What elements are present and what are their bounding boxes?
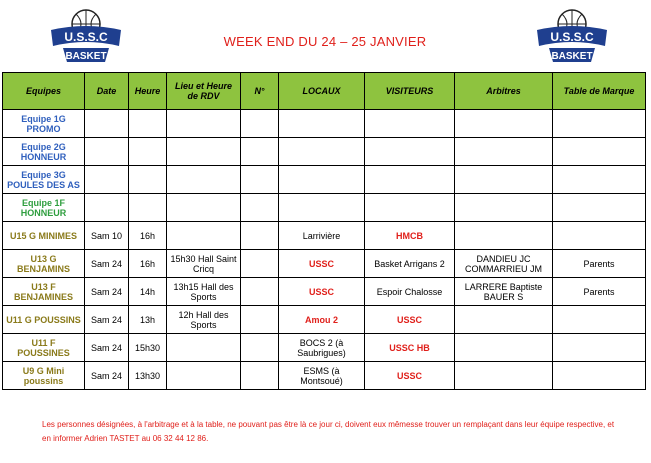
- team-cell: U13 G BENJAMINS: [3, 250, 85, 278]
- time-cell: 16h: [129, 250, 167, 278]
- referees-cell: [455, 138, 553, 166]
- away-team-cell: USSC HB: [365, 334, 455, 362]
- date-cell: Sam 24: [85, 362, 129, 390]
- team-cell: U11 G POUSSINS: [3, 306, 85, 334]
- number-cell: [241, 278, 279, 306]
- rdv-cell: [167, 166, 241, 194]
- rdv-cell: [167, 334, 241, 362]
- score-table-cell: Parents: [553, 278, 646, 306]
- schedule-table: [2, 72, 646, 390]
- date-cell: Sam 10: [85, 222, 129, 250]
- date-cell: [85, 166, 129, 194]
- number-cell: [241, 194, 279, 222]
- home-team-cell: Amou 2: [279, 306, 365, 334]
- score-table-cell: [553, 306, 646, 334]
- team-cell: U11 F POUSSINES: [3, 334, 85, 362]
- rdv-cell: [167, 194, 241, 222]
- time-cell: 14h: [129, 278, 167, 306]
- number-cell: [241, 362, 279, 390]
- rdv-cell: [167, 138, 241, 166]
- score-table-cell: [553, 138, 646, 166]
- time-cell: 15h30: [129, 334, 167, 362]
- time-cell: [129, 110, 167, 138]
- logo-top-text: U.S.S.C: [64, 30, 108, 44]
- team-cell: U15 G MINIMES: [3, 222, 85, 250]
- table-header-row: [3, 73, 646, 110]
- time-cell: 16h: [129, 222, 167, 250]
- score-table-cell: [553, 334, 646, 362]
- page-title: WEEK END DU 24 – 25 JANVIER: [223, 34, 427, 49]
- date-cell: Sam 24: [85, 250, 129, 278]
- table-row: [3, 194, 646, 222]
- home-team-cell: [279, 194, 365, 222]
- referees-cell: [455, 110, 553, 138]
- home-team-cell: [279, 138, 365, 166]
- table-row: [3, 166, 646, 194]
- score-table-cell: [553, 362, 646, 390]
- team-cell: Equipe 3G POULES DES AS: [3, 166, 85, 194]
- column-header-arbitres: Arbitres: [455, 73, 553, 110]
- home-team-cell: Larrivière: [279, 222, 365, 250]
- score-table-cell: [553, 110, 646, 138]
- date-cell: Sam 24: [85, 334, 129, 362]
- time-cell: [129, 194, 167, 222]
- number-cell: [241, 250, 279, 278]
- rdv-cell: 12h Hall des Sports: [167, 306, 241, 334]
- team-cell: Equipe 2G HONNEUR: [3, 138, 85, 166]
- table-row: [3, 110, 646, 138]
- score-table-cell: [553, 194, 646, 222]
- number-cell: [241, 110, 279, 138]
- referees-cell: [455, 334, 553, 362]
- away-team-cell: Espoir Chalosse: [365, 278, 455, 306]
- rdv-cell: 15h30 Hall Saint Cricq: [167, 250, 241, 278]
- table-row: [3, 362, 646, 390]
- score-table-cell: [553, 166, 646, 194]
- away-team-cell: [365, 138, 455, 166]
- logo-bottom-text: BASKET: [65, 51, 107, 62]
- number-cell: [241, 334, 279, 362]
- home-team-cell: [279, 110, 365, 138]
- column-header-date: Date: [85, 73, 129, 110]
- referees-cell: [455, 362, 553, 390]
- table-row: [3, 138, 646, 166]
- home-team-cell: BOCS 2 (à Saubrigues): [279, 334, 365, 362]
- rdv-cell: [167, 110, 241, 138]
- away-team-cell: Basket Arrigans 2: [365, 250, 455, 278]
- table-row: [3, 250, 646, 278]
- away-team-cell: [365, 110, 455, 138]
- away-team-cell: [365, 194, 455, 222]
- away-team-cell: HMCB: [365, 222, 455, 250]
- team-cell: Equipe 1G PROMO: [3, 110, 85, 138]
- rdv-cell: [167, 222, 241, 250]
- away-team-cell: USSC: [365, 362, 455, 390]
- date-cell: [85, 138, 129, 166]
- logo-top-text: U.S.S.C: [550, 30, 594, 44]
- team-cell: U13 F BENJAMINES: [3, 278, 85, 306]
- referees-cell: [455, 306, 553, 334]
- table-row: [3, 222, 646, 250]
- column-header-visiteurs: VISITEURS: [365, 73, 455, 110]
- date-cell: Sam 24: [85, 278, 129, 306]
- club-logo-left: [47, 8, 125, 66]
- club-logo-right: [533, 8, 611, 66]
- date-cell: [85, 194, 129, 222]
- time-cell: 13h30: [129, 362, 167, 390]
- table-row: [3, 334, 646, 362]
- time-cell: [129, 138, 167, 166]
- rdv-cell: 13h15 Hall des Sports: [167, 278, 241, 306]
- table-row: [3, 278, 646, 306]
- column-header-rdv: Lieu et Heure de RDV: [167, 73, 241, 110]
- referees-cell: LARRERE Baptiste BAUER S: [455, 278, 553, 306]
- referees-cell: DANDIEU JC COMMARRIEU JM: [455, 250, 553, 278]
- column-header-heure: Heure: [129, 73, 167, 110]
- date-cell: [85, 110, 129, 138]
- time-cell: 13h: [129, 306, 167, 334]
- number-cell: [241, 306, 279, 334]
- referees-cell: [455, 166, 553, 194]
- team-cell: U9 G Mini poussins: [3, 362, 85, 390]
- column-header-numero: N°: [241, 73, 279, 110]
- referees-cell: [455, 222, 553, 250]
- logo-bottom-text: BASKET: [551, 51, 593, 62]
- team-cell: Equipe 1F HONNEUR: [3, 194, 85, 222]
- score-table-cell: Parents: [553, 250, 646, 278]
- rdv-cell: [167, 362, 241, 390]
- footer-note: Les personnes désignées, à l'arbitrage et à la table, ne pouvant pas être là ce jour ci, doivent eux mêmesse trouver un remplaçant dans leur équipe respective, et en informer Adrien TASTET au 06 32 44 12 86.: [42, 420, 615, 443]
- column-header-table-de-marque: Table de Marque: [553, 73, 646, 110]
- away-team-cell: USSC: [365, 306, 455, 334]
- number-cell: [241, 222, 279, 250]
- home-team-cell: [279, 166, 365, 194]
- table-row: [3, 306, 646, 334]
- referees-cell: [455, 194, 553, 222]
- home-team-cell: USSC: [279, 278, 365, 306]
- away-team-cell: [365, 166, 455, 194]
- number-cell: [241, 138, 279, 166]
- number-cell: [241, 166, 279, 194]
- home-team-cell: ESMS (à Montsoué): [279, 362, 365, 390]
- date-cell: Sam 24: [85, 306, 129, 334]
- column-header-locaux: LOCAUX: [279, 73, 365, 110]
- score-table-cell: [553, 222, 646, 250]
- time-cell: [129, 166, 167, 194]
- column-header-equipes: Equipes: [3, 73, 85, 110]
- home-team-cell: USSC: [279, 250, 365, 278]
